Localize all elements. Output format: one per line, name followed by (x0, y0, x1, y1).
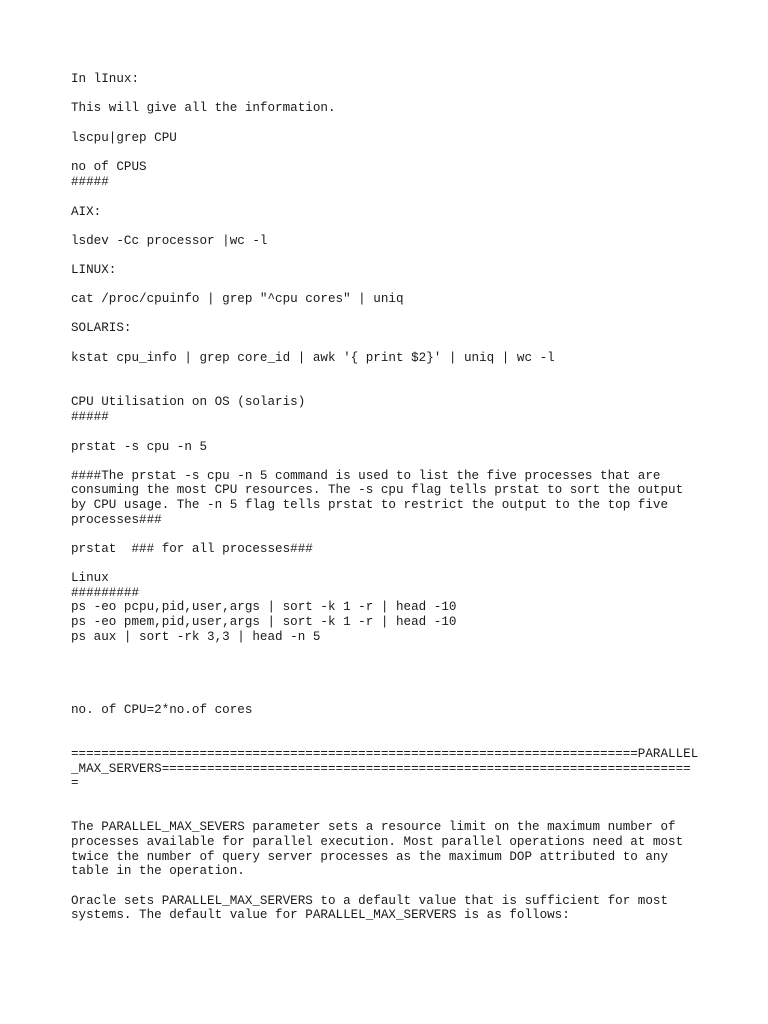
text-line: ps -eo pmem,pid,user,args | sort -k 1 -r | head -10 (71, 615, 457, 629)
text-line: The PARALLEL_MAX_SEVERS parameter sets a resource limit on the maximum number of (71, 820, 676, 834)
text-line: Linux (71, 571, 109, 585)
text-line: ##### (71, 175, 109, 189)
text-line: processes available for parallel execution. Most parallel operations need at most (71, 835, 684, 849)
text-line: ===========================================================================PARALLEL (71, 747, 699, 761)
text-line: no of CPUS (71, 160, 147, 174)
text-line: ps -eo pcpu,pid,user,args | sort -k 1 -r | head -10 (71, 600, 457, 614)
text-line: ######### (71, 586, 140, 600)
text-line: twice the number of query server processes as the maximum DOP attributed to any (71, 850, 669, 864)
text-line: = (71, 776, 79, 790)
text-line: systems. The default value for PARALLEL_MAX_SERVERS is as follows: (71, 908, 570, 922)
text-line: processes### (71, 513, 162, 527)
text-line: LINUX: (71, 263, 117, 277)
text-line: ps aux | sort -rk 3,3 | head -n 5 (71, 630, 321, 644)
text-line: no. of CPU=2*no.of cores (71, 703, 253, 717)
text-line: table in the operation. (71, 864, 245, 878)
text-line: In lInux: (71, 72, 140, 86)
text-line: CPU Utilisation on OS (solaris) (71, 395, 306, 409)
text-line: lscpu|grep CPU (71, 131, 177, 145)
text-line: ####The prstat -s cpu -n 5 command is used to list the five processes that are (71, 469, 661, 483)
text-line: prstat ### for all processes### (71, 542, 313, 556)
text-line: AIX: (71, 205, 102, 219)
text-line: prstat -s cpu -n 5 (71, 440, 208, 454)
text-line: kstat cpu_info | grep core_id | awk '{ print $2}' | uniq | wc -l (71, 351, 555, 365)
text-line: Oracle sets PARALLEL_MAX_SERVERS to a default value that is sufficient for most (71, 894, 669, 908)
text-line: by CPU usage. The -n 5 flag tells prstat to restrict the output to the top five (71, 498, 669, 512)
text-line: consuming the most CPU resources. The -s cpu flag tells prstat to sort the output (71, 483, 684, 497)
text-line: ##### (71, 410, 109, 424)
text-line: SOLARIS: (71, 321, 132, 335)
text-line: cat /proc/cpuinfo | grep "^cpu cores" | uniq (71, 292, 404, 306)
text-line: _MAX_SERVERS====================================================================== (71, 762, 691, 776)
text-line: lsdev -Cc processor |wc -l (71, 234, 268, 248)
text-line: This will give all the information. (71, 101, 336, 115)
